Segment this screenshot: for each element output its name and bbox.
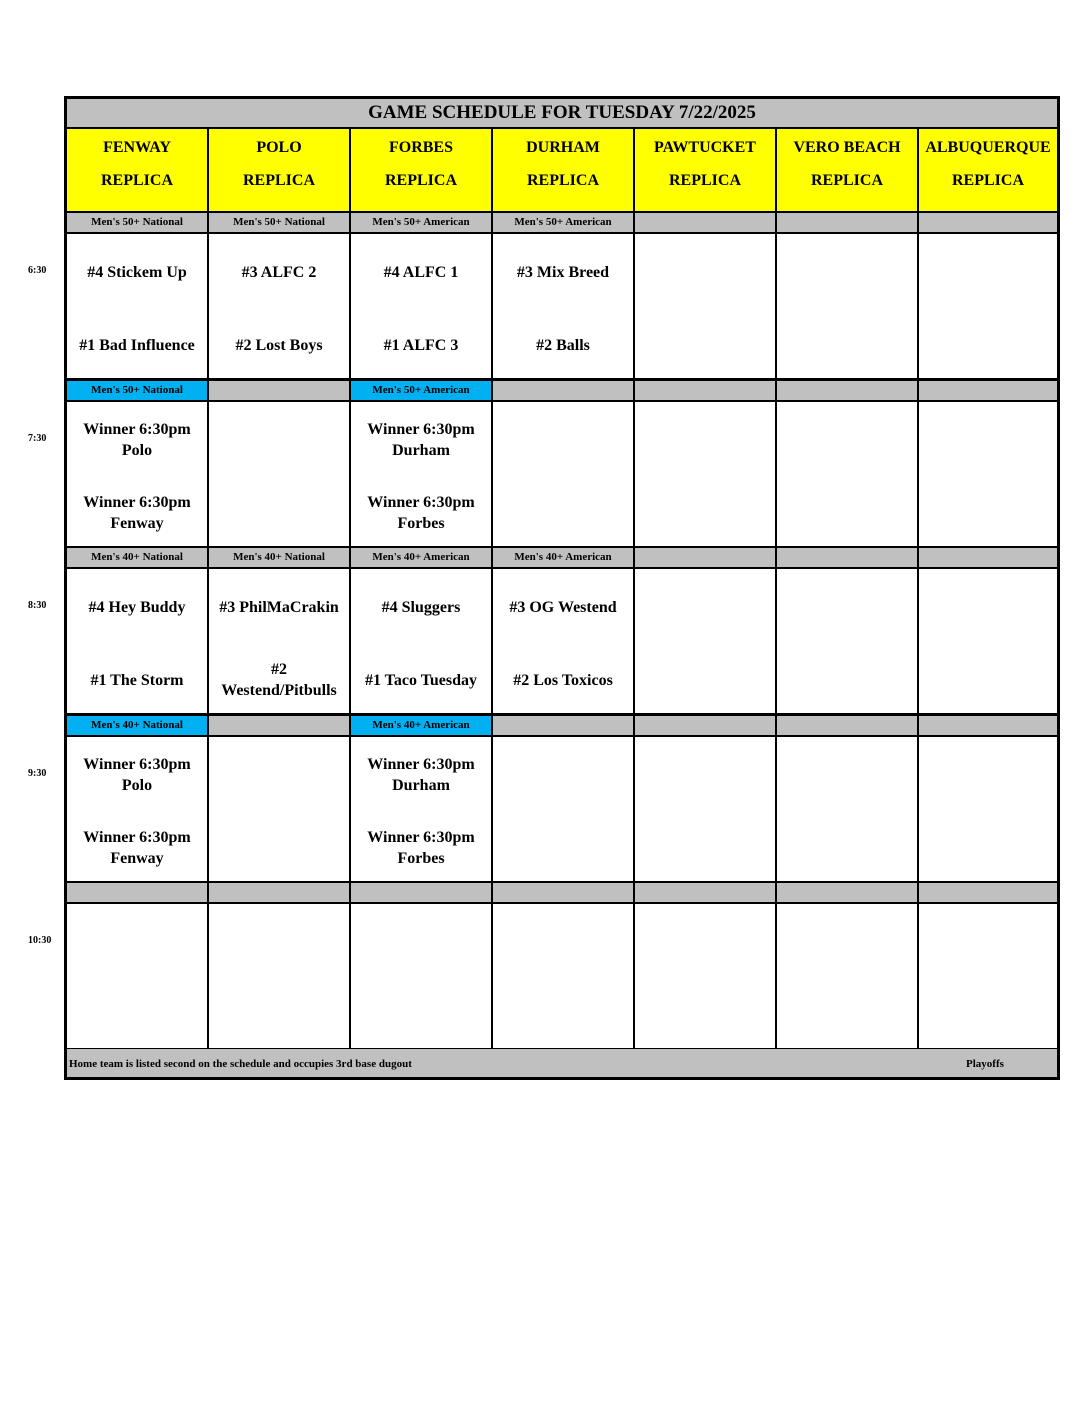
away-team [493, 418, 633, 462]
game-cell [493, 904, 633, 1048]
time-label: 9:30 [28, 768, 47, 779]
game-cell [777, 402, 917, 546]
game-cell [351, 234, 491, 378]
home-team: #2 Balls [536, 336, 590, 354]
home-team [209, 993, 349, 1037]
away-team [777, 250, 917, 294]
division-label [351, 883, 491, 902]
home-team: Winner 6:30pm Forbes [367, 829, 475, 867]
away-team [635, 250, 775, 294]
away-team: #4 Hey Buddy [88, 598, 186, 616]
division-label [919, 716, 1057, 735]
home-team [67, 993, 207, 1037]
home-team [635, 658, 775, 702]
division-label [777, 213, 917, 232]
division-label [919, 548, 1057, 567]
division-label [777, 548, 917, 567]
game-cell [777, 569, 917, 713]
field-name: VERO BEACH [793, 139, 901, 156]
division-label: Men's 50+ American [351, 213, 491, 232]
home-team [777, 826, 917, 870]
division-label [209, 883, 349, 902]
home-team [635, 993, 775, 1037]
home-team: #2 Lost Boys [235, 336, 323, 354]
away-team: Winner 6:30pm Polo [83, 421, 191, 459]
field-name: FENWAY [103, 139, 171, 156]
schedule-title: GAME SCHEDULE FOR TUESDAY 7/22/2025 [67, 99, 1057, 127]
home-team: #1 ALFC 3 [383, 336, 459, 354]
home-team [635, 323, 775, 367]
away-team: #4 Sluggers [381, 598, 461, 616]
game-cell [635, 234, 775, 378]
away-team: #4 Stickem Up [87, 263, 187, 281]
time-label: 10:30 [28, 935, 52, 946]
division-label [209, 381, 349, 400]
division-label [493, 716, 633, 735]
field-subtitle: REPLICA [810, 172, 883, 189]
away-team [919, 920, 1057, 964]
game-cell [67, 402, 207, 546]
game-cell [351, 904, 491, 1048]
division-label: Men's 40+ American [351, 548, 491, 567]
game-cell [919, 569, 1057, 713]
game-cell [777, 737, 917, 881]
field-name: ALBUQUERQUE [925, 139, 1051, 156]
game-cell [635, 402, 775, 546]
game-cell [493, 737, 633, 881]
division-label [493, 381, 633, 400]
home-team [919, 826, 1057, 870]
home-team: Winner 6:30pm Forbes [367, 494, 475, 532]
game-cell [919, 402, 1057, 546]
home-team [209, 826, 349, 870]
game-cell [777, 904, 917, 1048]
away-team [493, 920, 633, 964]
home-team: Winner 6:30pm Fenway [83, 829, 191, 867]
away-team: #3 PhilMaCrakin [219, 598, 339, 616]
away-team [919, 585, 1057, 629]
game-cell [493, 402, 633, 546]
division-label: Men's 50+ American [351, 381, 491, 400]
home-team [351, 993, 491, 1037]
division-label: Men's 40+ National [67, 716, 207, 735]
field-header [67, 129, 207, 211]
field-name: POLO [256, 139, 302, 156]
field-header [493, 129, 633, 211]
away-team: #3 OG Westend [509, 598, 617, 616]
away-team [635, 585, 775, 629]
home-team [919, 323, 1057, 367]
field-subtitle: REPLICA [384, 172, 457, 189]
game-cell [351, 569, 491, 713]
home-team [919, 491, 1057, 535]
footer-row [67, 1049, 1057, 1077]
game-cell [493, 234, 633, 378]
division-label: Men's 40+ National [67, 548, 207, 567]
home-team [635, 491, 775, 535]
away-team: #4 ALFC 1 [383, 263, 459, 281]
game-cell [919, 737, 1057, 881]
home-team [919, 993, 1057, 1037]
game-cell [209, 234, 349, 378]
away-team: #3 Mix Breed [516, 263, 610, 281]
time-column [0, 0, 64, 1408]
away-team: #3 ALFC 2 [241, 263, 317, 281]
division-label: Men's 50+ National [209, 213, 349, 232]
home-team [777, 993, 917, 1037]
field-header [351, 129, 491, 211]
home-team: #2 Westend/Pitbulls [221, 661, 337, 699]
field-subtitle: REPLICA [951, 172, 1024, 189]
field-header [635, 129, 775, 211]
division-label: Men's 40+ American [351, 716, 491, 735]
away-team [777, 585, 917, 629]
away-team [493, 753, 633, 797]
home-team [209, 491, 349, 535]
game-cell [635, 569, 775, 713]
division-label [777, 716, 917, 735]
away-team [777, 920, 917, 964]
field-header [209, 129, 349, 211]
home-team [919, 658, 1057, 702]
away-team [919, 753, 1057, 797]
game-cell [209, 737, 349, 881]
field-subtitle: REPLICA [242, 172, 315, 189]
away-team: Winner 6:30pm Polo [83, 756, 191, 794]
field-name: DURHAM [526, 139, 600, 156]
home-team: #1 The Storm [90, 671, 184, 689]
game-cell [67, 737, 207, 881]
division-label [635, 548, 775, 567]
home-team [635, 826, 775, 870]
time-label: 8:30 [28, 600, 47, 611]
game-cell [919, 234, 1057, 378]
away-team [635, 418, 775, 462]
game-cell [919, 904, 1057, 1048]
away-team [777, 418, 917, 462]
home-team [493, 491, 633, 535]
game-cell [351, 402, 491, 546]
game-cell [209, 904, 349, 1048]
field-header [919, 129, 1057, 211]
division-label [919, 883, 1057, 902]
division-label: Men's 50+ American [493, 213, 633, 232]
game-cell [209, 569, 349, 713]
away-team [351, 920, 491, 964]
away-team [919, 250, 1057, 294]
division-label: Men's 40+ National [209, 548, 349, 567]
time-label: 6:30 [28, 265, 47, 276]
footer-playoffs-label: Playoffs [966, 1058, 1004, 1070]
away-team [209, 753, 349, 797]
home-team: #1 Taco Tuesday [364, 671, 478, 689]
field-subtitle: REPLICA [526, 172, 599, 189]
away-team [635, 920, 775, 964]
game-cell [67, 904, 207, 1048]
home-team: #2 Los Toxicos [513, 671, 613, 689]
division-label [919, 213, 1057, 232]
division-label: Men's 50+ National [67, 381, 207, 400]
time-label: 7:30 [28, 433, 47, 444]
division-label [635, 883, 775, 902]
home-team [777, 491, 917, 535]
division-label [777, 381, 917, 400]
home-team: Winner 6:30pm Fenway [83, 494, 191, 532]
game-cell [67, 234, 207, 378]
division-label [209, 716, 349, 735]
field-name: PAWTUCKET [654, 139, 756, 156]
division-label [635, 213, 775, 232]
away-team [635, 753, 775, 797]
field-header [777, 129, 917, 211]
division-label [635, 716, 775, 735]
footer-note: Home team is listed second on the schedule and occupies 3rd base dugout [69, 1058, 412, 1070]
home-team: #1 Bad Influence [79, 336, 195, 354]
away-team: Winner 6:30pm Durham [367, 756, 475, 794]
away-team [209, 920, 349, 964]
game-cell [777, 234, 917, 378]
home-team [493, 826, 633, 870]
away-team [777, 753, 917, 797]
division-label: Men's 50+ National [67, 213, 207, 232]
division-label [919, 381, 1057, 400]
division-label [67, 883, 207, 902]
away-team [67, 920, 207, 964]
away-team: Winner 6:30pm Durham [367, 421, 475, 459]
home-team [777, 658, 917, 702]
game-cell [67, 569, 207, 713]
game-cell [351, 737, 491, 881]
away-team [919, 418, 1057, 462]
away-team [209, 418, 349, 462]
game-cell [635, 904, 775, 1048]
home-team [493, 993, 633, 1037]
home-team [777, 323, 917, 367]
game-cell [635, 737, 775, 881]
division-label [493, 883, 633, 902]
field-name: FORBES [388, 139, 453, 156]
field-subtitle: REPLICA [668, 172, 741, 189]
game-cell [493, 569, 633, 713]
game-cell [209, 402, 349, 546]
division-label [777, 883, 917, 902]
schedule-table [64, 96, 1060, 1080]
division-label: Men's 40+ American [493, 548, 633, 567]
field-subtitle: REPLICA [100, 172, 173, 189]
division-label [635, 381, 775, 400]
